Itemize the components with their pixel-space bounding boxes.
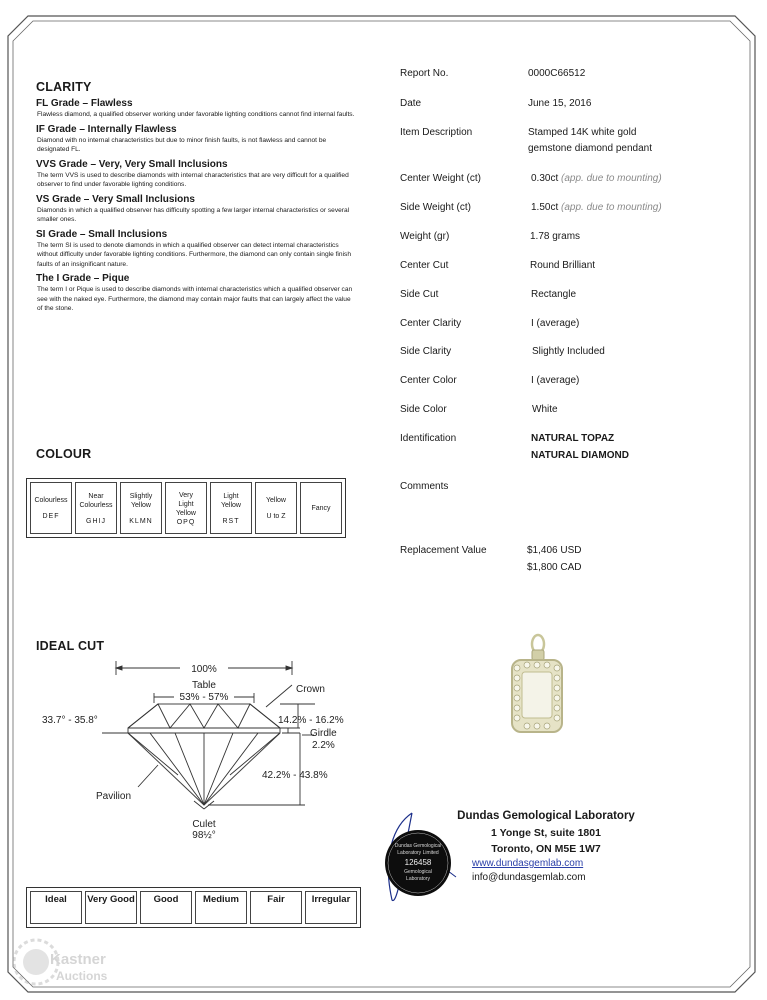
- grade-vvs-desc: The term VVS is used to describe diamonds with internal characteristics that are very difficult for a qualified observer to find under favorable lighting conditions.: [37, 171, 349, 188]
- colour-cell-ghij: [75, 482, 117, 534]
- center-color-value: I (average): [531, 375, 580, 386]
- colour-cell-grades: RST: [222, 517, 240, 525]
- colour-cell-label: Very: [178, 491, 193, 499]
- seal-line-1: Dundas Gemological: [394, 843, 442, 849]
- colour-cell-label: Slightly: [129, 492, 153, 500]
- cut-grade-ideal: Ideal: [30, 891, 82, 924]
- colour-cell-label: Near: [88, 492, 104, 500]
- weight-gr-value: 1.78 grams: [530, 231, 581, 242]
- grade-i-title: The I Grade – Pique: [36, 273, 130, 284]
- date-value: June 15, 2016: [528, 98, 592, 109]
- report-no-label: Report No.: [400, 68, 449, 79]
- grade-fl-desc: Flawless diamond, a qualified observer working under favorable lighting conditions cannot find internal faults.: [37, 111, 355, 118]
- colour-cell-grades: OPQ: [176, 518, 196, 526]
- side-weight-value: [531, 202, 662, 213]
- side-weight-note: (app. due to mounting): [561, 202, 662, 213]
- replacement-value-usd: $1,406 USD: [527, 545, 582, 556]
- side-cut-value: Rectangle: [531, 289, 577, 300]
- cut-grade-good: Good: [140, 891, 192, 924]
- seal-line-5: Laboratory: [406, 876, 430, 882]
- label-girdle-pct: 2.2%: [312, 740, 335, 751]
- label-crown-height: 14.2% - 16.2%: [278, 715, 344, 726]
- replacement-value-cad: $1,800 CAD: [527, 562, 582, 573]
- label-girdle: Girdle: [310, 728, 337, 739]
- watermark-line-1: Kastner: [50, 951, 106, 968]
- center-cut-label: Center Cut: [400, 260, 449, 271]
- clarity-title: CLARITY: [36, 80, 92, 94]
- side-weight-label: Side Weight (ct): [400, 202, 471, 213]
- lab-address-1: 1 Yonge St, suite 1801: [491, 827, 601, 839]
- grade-i-desc: The term I or Pique is used to describe diamonds with internal characteristics which a qualified observer can see with the naked eye. Furthermore, the diamond may contain major faults that can largely affect the value of the stone.: [37, 286, 353, 312]
- center-color-label: Center Color: [400, 375, 457, 386]
- comments-label: Comments: [400, 481, 449, 492]
- grade-si-desc: The term SI is used to denote diamonds in which a qualified observer can detect internal characteristics without difficulty under favorable lighting conditions. Furthermore, the diamond can only contain single finish faults of an insignificant nature.: [37, 241, 351, 268]
- lab-info: [436, 810, 656, 883]
- weight-gr-label: Weight (gr): [400, 231, 450, 242]
- colour-cell-label: Yellow: [266, 497, 286, 504]
- item-description-label: Item Description: [400, 127, 473, 138]
- lab-website-link[interactable]: www.dundasgemlab.com: [472, 858, 584, 869]
- center-weight-amount: 0.30ct: [531, 173, 559, 184]
- label-crown: Crown: [296, 684, 325, 695]
- label-culet-value: 98½°: [192, 830, 216, 841]
- colour-grade-table: [26, 478, 346, 538]
- identification-label: Identification: [400, 433, 457, 444]
- label-width: 100%: [191, 664, 217, 675]
- lab-name: Dundas Gemological Laboratory: [457, 810, 635, 822]
- colour-cell-label: Yellow: [221, 501, 241, 509]
- side-color-value: White: [532, 404, 558, 415]
- grade-fl-title: FL Grade – Flawless: [36, 98, 133, 109]
- label-crown-angle: 33.7° - 35.8°: [42, 715, 98, 726]
- colour-cell-u-to-z: [255, 482, 297, 534]
- colour-cell-label: Yellow: [176, 509, 196, 517]
- replacement-value-label: Replacement Value: [400, 545, 487, 556]
- watermark-line-2: Auctions: [56, 969, 108, 983]
- watermark-logo: [10, 928, 120, 994]
- cut-grade-medium: Medium: [195, 891, 247, 924]
- colour-scale: [26, 478, 346, 538]
- pendant-photo: [490, 632, 580, 742]
- colour-cell-label: Fancy: [311, 504, 331, 512]
- label-table-range: 53% - 57%: [179, 692, 229, 703]
- center-cut-value: Round Brilliant: [530, 260, 596, 271]
- cut-grade-scale: [26, 887, 361, 928]
- center-weight-note: (app. due to mounting): [561, 173, 662, 184]
- colour-cell-grades: GHIJ: [86, 517, 106, 525]
- grade-vs-title: VS Grade – Very Small Inclusions: [36, 193, 195, 205]
- colour-cell-fancy: [300, 482, 342, 534]
- colour-cell-def: [30, 482, 72, 534]
- colour-cell-klmn: [120, 482, 162, 534]
- ideal-cut-title: IDEAL CUT: [36, 639, 105, 653]
- colour-cell-grades: DEF: [42, 513, 60, 520]
- colour-cell-label: Light: [223, 492, 239, 500]
- grade-if-title: IF Grade – Internally Flawless: [36, 123, 177, 135]
- side-clarity-label: Side Clarity: [400, 346, 452, 357]
- label-culet: Culet: [192, 819, 216, 830]
- grade-si-title: SI Grade – Small Inclusions: [36, 228, 168, 240]
- seal-line-3: 126458: [404, 858, 432, 867]
- colour-cell-label: Colourless: [79, 501, 113, 509]
- center-clarity-value: I (average): [531, 318, 580, 329]
- diamond-proportions-diagram: [30, 655, 360, 845]
- clarity-section: [36, 80, 376, 316]
- colour-cell-rst: [210, 482, 252, 534]
- colour-cell-label: Light: [178, 500, 194, 508]
- item-description-line2: gemstone diamond pendant: [528, 143, 652, 154]
- colour-cell-label: Yellow: [131, 501, 151, 509]
- side-cut-label: Side Cut: [400, 289, 439, 300]
- cut-grade-fair: Fair: [250, 891, 302, 924]
- colour-title: COLOUR: [36, 447, 92, 461]
- identification-line1: NATURAL TOPAZ: [531, 433, 615, 444]
- lab-address-2: Toronto, ON M5E 1W7: [491, 843, 601, 855]
- center-weight-label: Center Weight (ct): [400, 173, 481, 184]
- report-no-value: 0000C66512: [528, 68, 586, 79]
- center-clarity-label: Center Clarity: [400, 318, 462, 329]
- item-description-line1: Stamped 14K white gold: [528, 127, 637, 138]
- side-weight-amount: 1.50ct: [531, 202, 559, 213]
- side-color-label: Side Color: [400, 404, 447, 415]
- label-pavilion-depth: 42.2% - 43.8%: [262, 770, 328, 781]
- grade-vvs-title: VVS Grade – Very, Very Small Inclusions: [36, 158, 228, 170]
- cut-grade-table: [26, 887, 361, 928]
- label-pavilion: Pavilion: [96, 791, 132, 802]
- center-weight-value: [531, 173, 662, 184]
- cut-grade-very-good: Very Good: [85, 891, 137, 924]
- colour-cell-grades: U to Z: [266, 513, 286, 520]
- label-table: Table: [192, 680, 216, 691]
- side-clarity-value: Slightly Included: [532, 346, 605, 357]
- grade-vs-desc: Diamonds in which a qualified observer has difficulty spotting a few larger internal characteristics or several smaller ones.: [37, 206, 350, 223]
- colour-cell-label: Colourless: [34, 497, 68, 504]
- date-label: Date: [400, 98, 422, 109]
- colour-cell-grades: KLMN: [129, 517, 153, 525]
- seal-line-2: Laboratory Limited: [397, 850, 439, 856]
- cut-grade-irregular: Irregular: [305, 891, 357, 924]
- grade-if-desc: Diamond with no internal characteristics but due to minor finish faults, is not flawless and cannot be designated FL.: [37, 136, 327, 153]
- seal-line-4: Gemological: [404, 869, 432, 875]
- colour-cell-opq: [165, 482, 207, 534]
- lab-email: info@dundasgemlab.com: [472, 872, 586, 883]
- identification-line2: NATURAL DIAMOND: [531, 450, 629, 461]
